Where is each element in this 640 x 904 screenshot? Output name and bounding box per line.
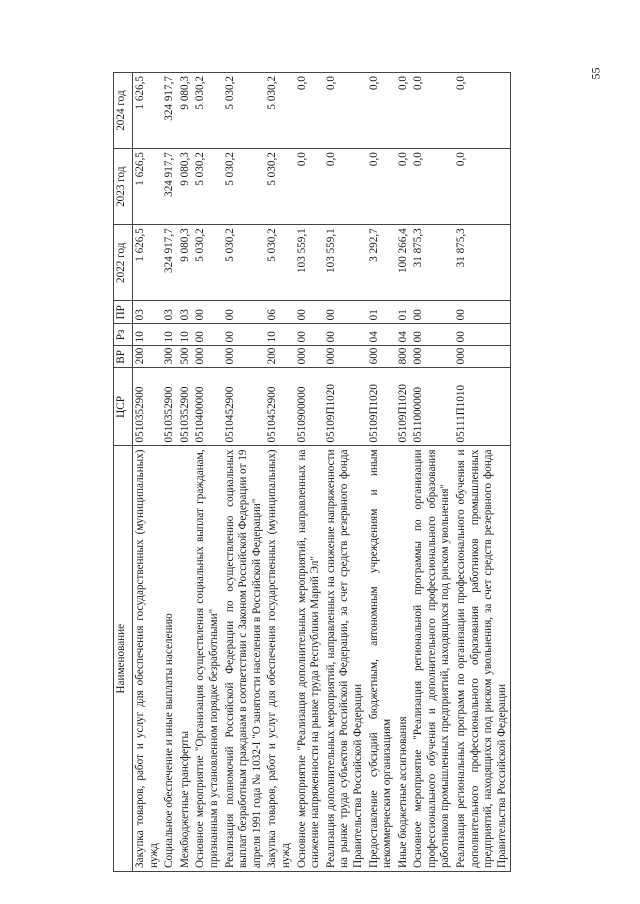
row-2022: 5 030,2 bbox=[265, 225, 294, 301]
row-csr: 0511000000 bbox=[411, 368, 454, 446]
row-2023: 0,0 bbox=[454, 149, 511, 225]
row-vr: 000 bbox=[223, 346, 266, 368]
row-rz: 00 bbox=[324, 324, 367, 346]
table-row bbox=[411, 73, 454, 872]
table-row bbox=[193, 73, 222, 872]
page-number: 55 bbox=[588, 67, 603, 80]
row-2022: 103 559,1 bbox=[324, 225, 367, 301]
row-2023: 5 030,2 bbox=[193, 149, 222, 225]
row-pr: 03 bbox=[133, 301, 163, 324]
row-rz: 00 bbox=[295, 324, 324, 346]
row-2022: 100 266,4 bbox=[396, 225, 412, 301]
row-2024: 0,0 bbox=[396, 73, 412, 149]
header-name: Наименование bbox=[114, 446, 133, 872]
row-2022: 324 917,7 bbox=[162, 225, 178, 301]
row-name: Реализация региональных программ по организации профессионального обучения и дополнительного профессионального образования работников промышленных предприятий, находящихся под риском увольнения, за счет средств резервного фонда Правительства Российской Федерации bbox=[454, 446, 511, 872]
row-vr: 000 bbox=[295, 346, 324, 368]
row-pr: 00 bbox=[454, 301, 511, 324]
row-2023: 324 917,7 bbox=[162, 149, 178, 225]
row-2024: 0,0 bbox=[324, 73, 367, 149]
row-pr: 01 bbox=[396, 301, 412, 324]
row-vr: 000 bbox=[411, 346, 454, 368]
row-csr: 05109П1020 bbox=[324, 368, 367, 446]
row-2022: 1 626,5 bbox=[133, 225, 163, 301]
row-vr: 000 bbox=[193, 346, 222, 368]
row-2024: 0,0 bbox=[367, 73, 396, 149]
row-rz: 10 bbox=[178, 324, 194, 346]
header-pr: ПР bbox=[114, 301, 133, 324]
row-rz: 10 bbox=[133, 324, 163, 346]
header-csr: ЦСР bbox=[114, 368, 133, 446]
row-csr: 0510400000 bbox=[193, 368, 222, 446]
row-vr: 600 bbox=[367, 346, 396, 368]
header-rz: Рз bbox=[114, 324, 133, 346]
table-row bbox=[162, 73, 178, 872]
row-2023: 5 030,2 bbox=[265, 149, 294, 225]
row-vr: 300 bbox=[162, 346, 178, 368]
row-csr: 0510352900 bbox=[178, 368, 194, 446]
budget-table bbox=[113, 72, 511, 872]
row-pr: 03 bbox=[162, 301, 178, 324]
row-2022: 3 292,7 bbox=[367, 225, 396, 301]
table-row bbox=[178, 73, 194, 872]
row-2023: 0,0 bbox=[411, 149, 454, 225]
row-2023: 9 080,3 bbox=[178, 149, 194, 225]
table-row bbox=[223, 73, 266, 872]
table-row bbox=[454, 73, 511, 872]
row-2024: 0,0 bbox=[411, 73, 454, 149]
row-pr: 00 bbox=[324, 301, 367, 324]
row-name: Межбюджетные трансферты bbox=[178, 446, 194, 872]
row-2024: 324 917,7 bbox=[162, 73, 178, 149]
row-rz: 00 bbox=[193, 324, 222, 346]
row-rz: 10 bbox=[265, 324, 294, 346]
row-2024: 5 030,2 bbox=[193, 73, 222, 149]
header-vr: ВР bbox=[114, 346, 133, 368]
row-pr: 06 bbox=[265, 301, 294, 324]
table-row bbox=[295, 73, 324, 872]
row-vr: 500 bbox=[178, 346, 194, 368]
row-2023: 0,0 bbox=[396, 149, 412, 225]
row-pr: 00 bbox=[295, 301, 324, 324]
rotated-table-container bbox=[113, 72, 589, 872]
row-name: Закупка товаров, работ и услуг для обеспечения государственных (муниципальных) нужд bbox=[265, 446, 294, 872]
row-2022: 5 030,2 bbox=[223, 225, 266, 301]
row-name: Реализация полномочий Российской Федерации по осуществлению социальных выплат безработным гражданам в соответствии с Законом Российской Федерации от 19 апреля 1991 года № 1032-I "О занятости населения в Российской Федерации" bbox=[223, 446, 266, 872]
row-rz: 04 bbox=[396, 324, 412, 346]
row-2024: 0,0 bbox=[454, 73, 511, 149]
row-name: Предоставление субсидий бюджетным, автономным учреждениям и иным некоммерческим организациям bbox=[367, 446, 396, 872]
row-pr: 00 bbox=[223, 301, 266, 324]
row-2022: 9 080,3 bbox=[178, 225, 194, 301]
row-2022: 5 030,2 bbox=[193, 225, 222, 301]
header-2022: 2022 год bbox=[114, 225, 133, 301]
row-csr: 05109П1020 bbox=[367, 368, 396, 446]
row-2024: 1 626,5 bbox=[133, 73, 163, 149]
row-name: Основное мероприятие "Организация осуществления социальных выплат гражданам, признанным в установленном порядке безработными" bbox=[193, 446, 222, 872]
row-vr: 000 bbox=[454, 346, 511, 368]
row-vr: 000 bbox=[324, 346, 367, 368]
row-name: Реализация дополнительных мероприятий, направленных на снижение напряженности на рынке труда субъектов Российской Федерации, за счет средств резервного фонда Правительства Российской Федерации bbox=[324, 446, 367, 872]
row-pr: 03 bbox=[178, 301, 194, 324]
row-vr: 200 bbox=[133, 346, 163, 368]
row-pr: 00 bbox=[193, 301, 222, 324]
row-rz: 00 bbox=[411, 324, 454, 346]
row-vr: 200 bbox=[265, 346, 294, 368]
row-2023: 0,0 bbox=[324, 149, 367, 225]
row-csr: 0510452900 bbox=[265, 368, 294, 446]
row-2022: 103 559,1 bbox=[295, 225, 324, 301]
row-name: Иные бюджетные ассигнования bbox=[396, 446, 412, 872]
row-2023: 0,0 bbox=[367, 149, 396, 225]
row-pr: 00 bbox=[411, 301, 454, 324]
row-csr: 0510352900 bbox=[162, 368, 178, 446]
row-name: Основное мероприятие "Реализация региональной программы по организации профессионального обучения и дополнительного профессионального образования работников промышленных предприятий, находящихся под риском увольнения" bbox=[411, 446, 454, 872]
table-row bbox=[367, 73, 396, 872]
row-2022: 31 875,3 bbox=[454, 225, 511, 301]
table-header-row bbox=[114, 73, 133, 872]
row-csr: 05111П1010 bbox=[454, 368, 511, 446]
row-pr: 01 bbox=[367, 301, 396, 324]
row-rz: 00 bbox=[223, 324, 266, 346]
row-rz: 10 bbox=[162, 324, 178, 346]
row-2024: 0,0 bbox=[295, 73, 324, 149]
row-2024: 5 030,2 bbox=[265, 73, 294, 149]
row-2023: 5 030,2 bbox=[223, 149, 266, 225]
row-name: Закупка товаров, работ и услуг для обеспечения государственных (муниципальных) нужд bbox=[133, 446, 163, 872]
table-row bbox=[324, 73, 367, 872]
header-2023: 2023 год bbox=[114, 149, 133, 225]
row-csr: 0510900000 bbox=[295, 368, 324, 446]
row-2024: 5 030,2 bbox=[223, 73, 266, 149]
table-row bbox=[396, 73, 412, 872]
row-rz: 04 bbox=[367, 324, 396, 346]
row-vr: 800 bbox=[396, 346, 412, 368]
row-csr: 05109П1020 bbox=[396, 368, 412, 446]
row-csr: 0510352900 bbox=[133, 368, 163, 446]
table-row bbox=[133, 73, 163, 872]
row-2024: 9 080,3 bbox=[178, 73, 194, 149]
table-row bbox=[265, 73, 294, 872]
row-name: Основное мероприятие "Реализация дополнительных мероприятий, направленных на снижение напряженности на рынке труда Республики Марий Эл" bbox=[295, 446, 324, 872]
row-2023: 1 626,5 bbox=[133, 149, 163, 225]
row-name: Социальное обеспечение и иные выплаты населению bbox=[162, 446, 178, 872]
row-2023: 0,0 bbox=[295, 149, 324, 225]
row-2022: 31 875,3 bbox=[411, 225, 454, 301]
row-csr: 0510452900 bbox=[223, 368, 266, 446]
row-rz: 00 bbox=[454, 324, 511, 346]
header-2024: 2024 год bbox=[114, 73, 133, 149]
